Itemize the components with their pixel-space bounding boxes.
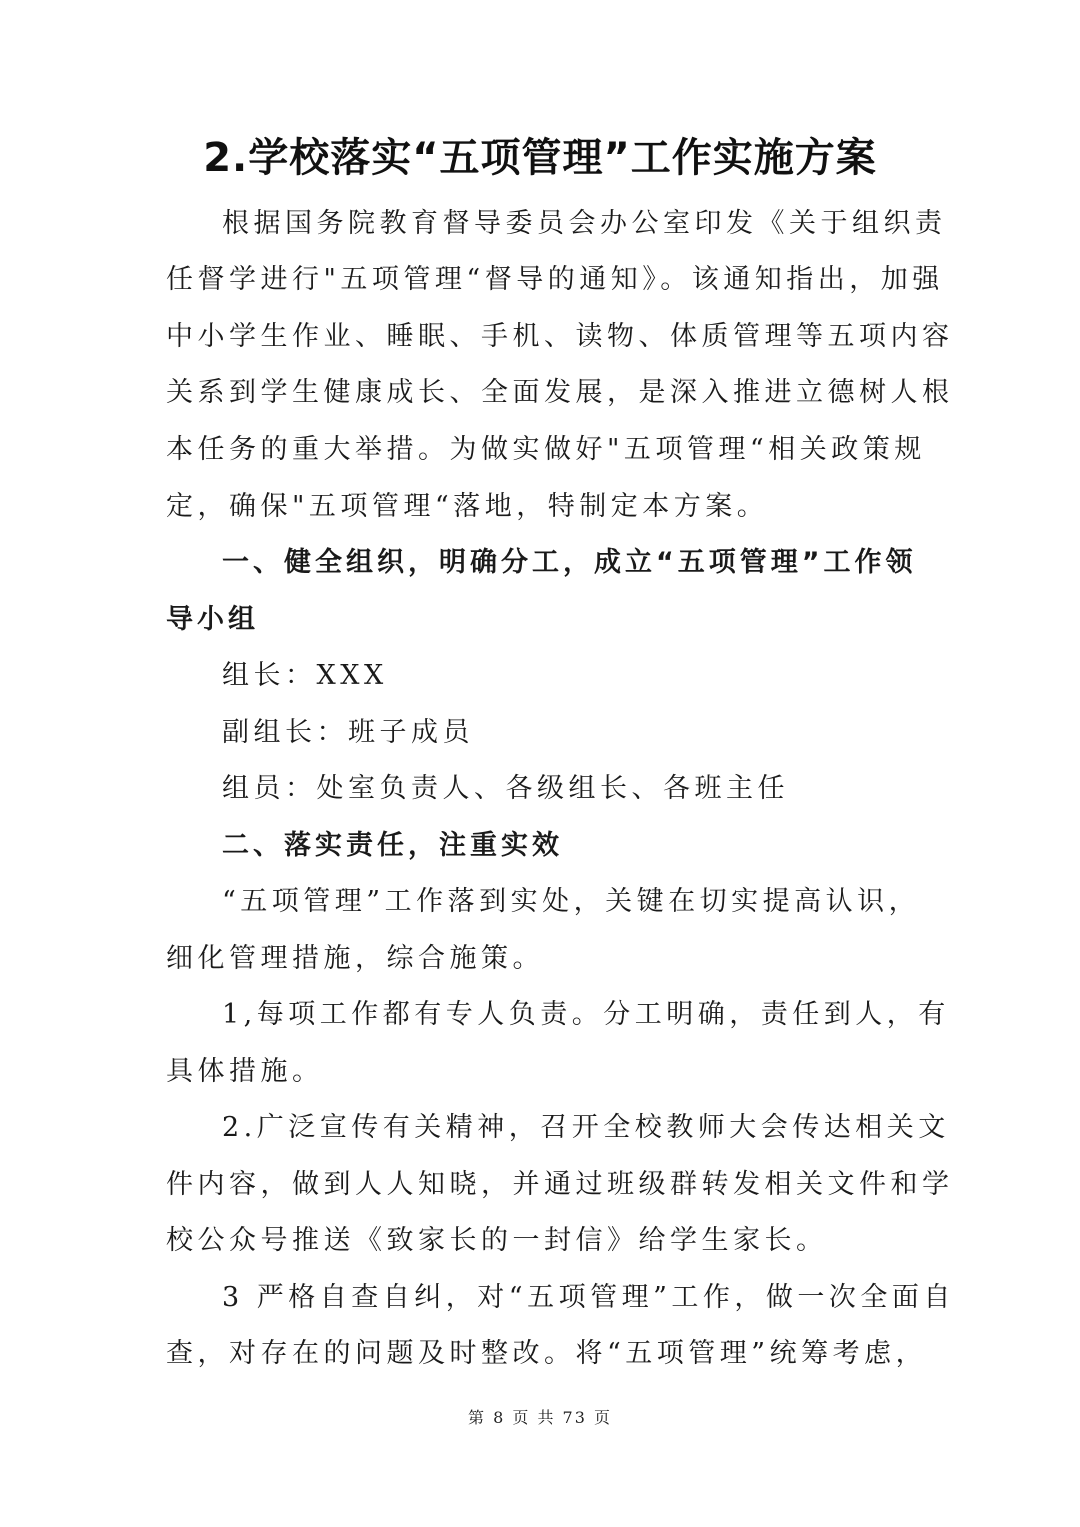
section-heading-1-cont: 导小组 <box>166 604 259 635</box>
paragraph-line: 件内容，做到人人知晓，并通过班级群转发相关文件和学 <box>166 1169 954 1200</box>
deputy-leader-line: 副组长：班子成员 <box>222 717 474 748</box>
paragraph-line: 定，确保"五项管理“落地，特制定本方案。 <box>166 491 769 522</box>
paragraph-line: 查，对存在的问题及时整改。将“五项管理”统筹考虑， <box>166 1338 928 1369</box>
section-heading-2: 二、落实责任，注重实效 <box>222 830 563 861</box>
paragraph-line: 本任务的重大举措。为做实做好"五项管理“相关政策规 <box>166 434 926 465</box>
paragraph-line: 关系到学生健康成长、全面发展，是深入推进立德树人根 <box>166 377 954 408</box>
section-heading-1: 一、健全组织，明确分工，成立“五项管理”工作领 <box>222 547 917 578</box>
paragraph-line: 任督学进行"五项管理“督导的通知》。该通知指出，加强 <box>166 264 944 295</box>
document-title: 2.学校落实“五项管理”工作实施方案 <box>203 135 877 181</box>
page-number-footer: 第 8 页 共 73 页 <box>468 1408 612 1427</box>
paragraph-line: 2.广泛宣传有关精神，召开全校教师大会传达相关文 <box>222 1112 950 1143</box>
paragraph-line: 中小学生作业、睡眠、手机、读物、体质管理等五项内容 <box>166 321 954 352</box>
paragraph-line: 细化管理措施，综合施策。 <box>166 943 544 974</box>
paragraph-line: 校公众号推送《致家长的一封信》给学生家长。 <box>166 1225 828 1256</box>
paragraph-line: 具体措施。 <box>166 1056 324 1087</box>
group-leader-line: 组长：XXX <box>222 660 388 691</box>
paragraph-line: 3 严格自查自纠，对“五项管理”工作，做一次全面自 <box>222 1282 955 1313</box>
paragraph-line: 1,每项工作都有专人负责。分工明确，责任到人，有 <box>222 999 950 1030</box>
paragraph-line: “五项管理”工作落到实处，关键在切实提高认识， <box>222 886 921 917</box>
members-line: 组员：处室负责人、各级组长、各班主任 <box>222 773 789 804</box>
paragraph-line: 根据国务院教育督导委员会办公室印发《关于组织责 <box>222 208 947 239</box>
